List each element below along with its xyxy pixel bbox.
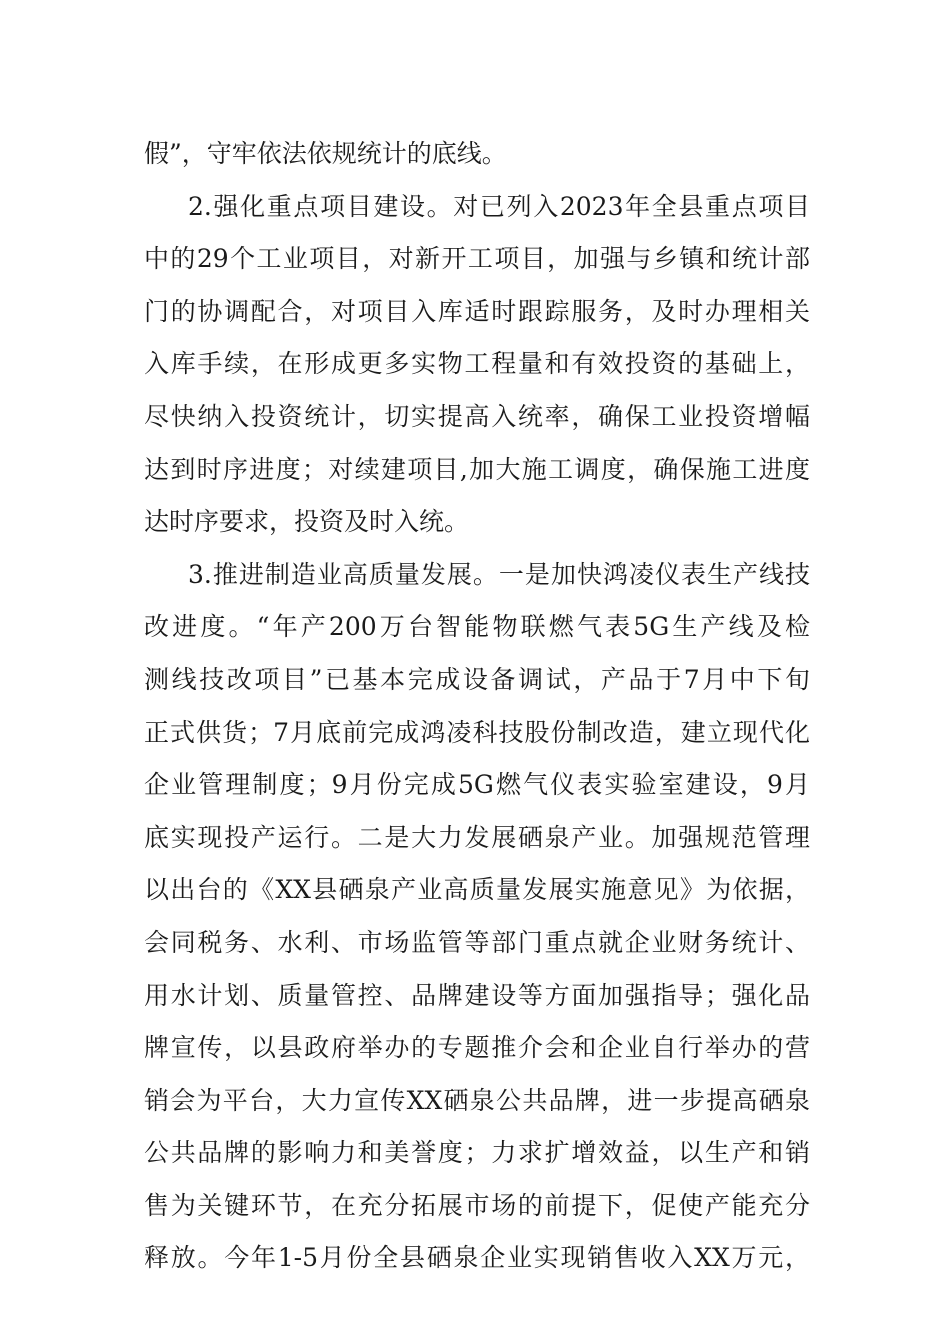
text-line: 用水计划、质量管控、品牌建设等方面加强指导；强化品 [144, 980, 810, 1010]
body-text [144, 128, 810, 1285]
text-line: 假”，守牢依法依规统计的底线。 [144, 139, 507, 168]
text-line: 释放。今年1-5月份全县硒泉企业实现销售收入XX万元， [144, 1243, 810, 1273]
paragraph-3-first-line: 3.推进制造业高质量发展。一是加快鸿凌仪表生产线技 [188, 559, 810, 589]
text-line: 以出台的《XX县硒泉产业高质量发展实施意见》为依据， [144, 875, 810, 905]
text-line: 牌宣传，以县政府举办的专题推介会和企业自行举办的营 [144, 1033, 810, 1063]
text-line: 公共品牌的影响力和美誉度；力求扩增效益，以生产和销 [144, 1138, 810, 1168]
text-line: 门的协调配合，对项目入库适时跟踪服务，及时办理相关 [144, 296, 810, 326]
paragraph-2-first-line: 2.强化重点项目建设。对已列入2023年全县重点项目 [188, 191, 810, 221]
text-line: 销会为平台，大力宣传XX硒泉公共品牌，进一步提高硒泉 [144, 1085, 810, 1115]
text-line: 尽快纳入投资统计，切实提高入统率，确保工业投资增幅 [144, 401, 810, 431]
text-line: 底实现投产运行。二是大力发展硒泉产业。加强规范管理 [144, 822, 810, 852]
text-line: 售为关键环节，在充分拓展市场的前提下，促使产能充分 [144, 1190, 810, 1220]
text-line: 测线技改项目”已基本完成设备调试，产品于7月中下旬 [144, 664, 810, 694]
text-line: 达时序要求，投资及时入统。 [144, 507, 470, 537]
text-line: 改进度。“年产200万台智能物联燃气表5G生产线及检 [144, 612, 810, 642]
text-line: 会同税务、水利、市场监管等部门重点就企业财务统计、 [144, 927, 810, 957]
text-line: 达到时序进度；对续建项目,加大施工调度，确保施工进度 [144, 454, 810, 484]
text-line: 中的29个工业项目，对新开工项目，加强与乡镇和统计部 [144, 244, 810, 274]
text-line: 企业管理制度；9月份完成5G燃气仪表实验室建设，9月 [144, 770, 810, 800]
text-line: 正式供货；7月底前完成鸿凌科技股份制改造，建立现代化 [144, 717, 810, 747]
text-line: 入库手续，在形成更多实物工程量和有效投资的基础上， [144, 349, 810, 379]
